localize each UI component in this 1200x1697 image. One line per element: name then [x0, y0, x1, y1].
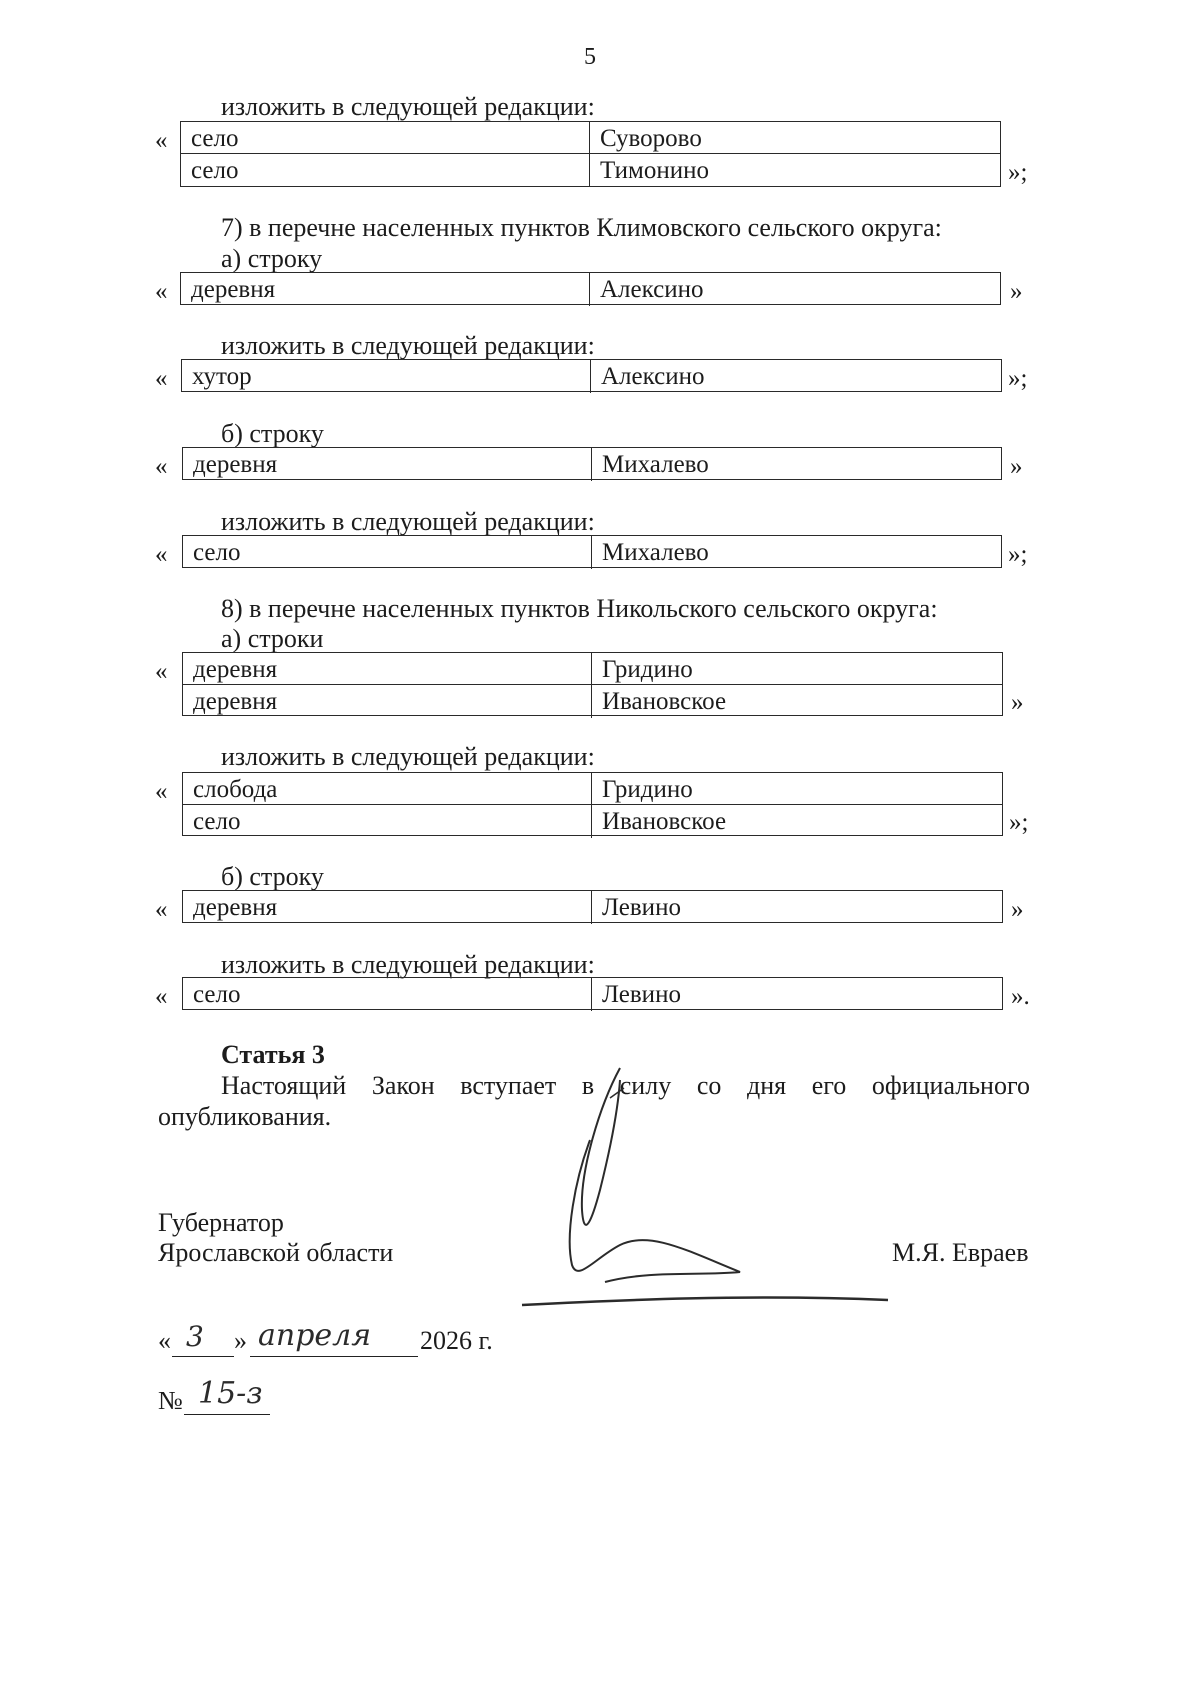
date-quote-close: »: [234, 1326, 247, 1355]
quote-close: »;: [1009, 809, 1029, 836]
signatory-name: М.Я. Евраев: [892, 1238, 1029, 1267]
table-row: [182, 360, 1001, 393]
quote-close: »: [1010, 453, 1023, 480]
table-row: [183, 804, 1002, 838]
settlement-table: [182, 977, 1003, 1010]
block-heading: изложить в следующей редакции:: [221, 92, 595, 121]
quote-close: »;: [1008, 159, 1028, 186]
date-month: апреля: [258, 1318, 372, 1353]
item-7-text: 7) в перечне населенных пунктов Климовского сельского округа:: [221, 213, 942, 242]
table-row: [183, 773, 1002, 806]
settlement-table: [182, 535, 1002, 568]
quote-close: »: [1011, 896, 1024, 923]
item-8a-text: а) строки: [221, 624, 324, 653]
settlement-type: село: [191, 157, 239, 184]
number-underline: [184, 1414, 270, 1415]
block-heading: изложить в следующей редакции:: [221, 742, 595, 771]
settlement-type: слобода: [193, 776, 278, 803]
date-quote-open: «: [158, 1326, 171, 1355]
settlement-table: [181, 359, 1002, 392]
item-7a-text: а) строку: [221, 244, 323, 273]
quote-close: »: [1010, 278, 1023, 305]
position-line-1: Губернатор: [158, 1208, 284, 1237]
settlement-type: деревня: [193, 688, 278, 715]
settlement-table: [182, 447, 1002, 480]
page-number: 5: [584, 44, 596, 70]
quote-close: »;: [1008, 365, 1028, 392]
article-word: со: [696, 1071, 722, 1100]
quote-open: «: [155, 127, 168, 154]
quote-open: «: [155, 658, 168, 685]
settlement-name: Михалево: [591, 448, 709, 481]
settlement-type: деревня: [193, 451, 278, 478]
table-row: [183, 536, 1001, 569]
settlement-table: [180, 272, 1001, 305]
settlement-table: [182, 890, 1003, 923]
date-day: 3: [186, 1320, 204, 1353]
quote-open: «: [155, 541, 168, 568]
block-heading: изложить в следующей редакции:: [221, 507, 595, 536]
quote-open: «: [155, 983, 168, 1010]
item-8b-text: б) строку: [221, 862, 324, 891]
settlement-table: [182, 772, 1003, 836]
settlement-type: село: [193, 808, 241, 835]
settlement-type: село: [193, 539, 241, 566]
table-row: [183, 978, 1002, 1011]
settlement-name: Михалево: [591, 536, 709, 569]
quote-open: «: [155, 365, 168, 392]
item-8-text: 8) в перечне населенных пунктов Никольского сельского округа:: [221, 594, 938, 623]
number-sign: №: [158, 1386, 183, 1415]
settlement-name: Тимонино: [589, 154, 709, 187]
settlement-name: Алексино: [589, 273, 704, 306]
article-word: в: [581, 1071, 595, 1100]
block-heading: изложить в следующей редакции:: [221, 331, 595, 360]
table-row: [183, 891, 1002, 924]
settlement-type: деревня: [193, 894, 278, 921]
position-line-2: Ярославской области: [158, 1238, 394, 1267]
settlement-type: деревня: [191, 276, 276, 303]
item-7b-text: б) строку: [221, 419, 324, 448]
quote-close: »: [1011, 689, 1024, 716]
settlement-name: Ивановское: [591, 685, 726, 718]
settlement-table: [180, 121, 1001, 187]
article-word: Закон: [371, 1071, 435, 1100]
settlement-type: село: [193, 981, 241, 1008]
article-word: его: [811, 1071, 847, 1100]
settlement-name: Гридино: [591, 773, 693, 806]
date-day-underline: [172, 1356, 234, 1357]
settlement-name: Суворово: [589, 122, 702, 155]
article-text-line-2: опубликования.: [158, 1102, 332, 1131]
quote-open: «: [155, 896, 168, 923]
settlement-type: хутор: [192, 363, 252, 390]
quote-open: «: [155, 778, 168, 805]
article-word: вступает: [460, 1071, 557, 1100]
table-row: [183, 448, 1001, 481]
block-heading: изложить в следующей редакции:: [221, 950, 595, 979]
settlement-name: Ивановское: [591, 805, 726, 838]
article-word: дня: [746, 1071, 787, 1100]
quote-open: «: [155, 278, 168, 305]
article-word: силу: [619, 1071, 672, 1100]
table-row: [181, 122, 1000, 155]
document-number: 15-з: [198, 1376, 263, 1411]
article-word: Настоящий: [221, 1071, 347, 1100]
quote-open: «: [155, 453, 168, 480]
settlement-name: Алексино: [590, 360, 705, 393]
settlement-type: деревня: [193, 656, 278, 683]
table-row: [183, 684, 1002, 718]
table-row: [183, 653, 1002, 686]
settlement-name: Гридино: [591, 653, 693, 686]
quote-close: ».: [1011, 983, 1030, 1010]
settlement-table: [182, 652, 1003, 716]
settlement-name: Левино: [591, 978, 681, 1011]
settlement-name: Левино: [591, 891, 681, 924]
handwritten-signature-icon: [500, 1060, 920, 1320]
date-year: 2026 г.: [420, 1326, 493, 1355]
settlement-type: село: [191, 125, 239, 152]
table-row: [181, 273, 1000, 306]
date-month-underline: [250, 1356, 418, 1357]
table-row: [181, 153, 1000, 187]
article-word: официального: [871, 1071, 1030, 1100]
quote-close: »;: [1008, 541, 1028, 568]
article-title: Статья 3: [221, 1040, 325, 1069]
